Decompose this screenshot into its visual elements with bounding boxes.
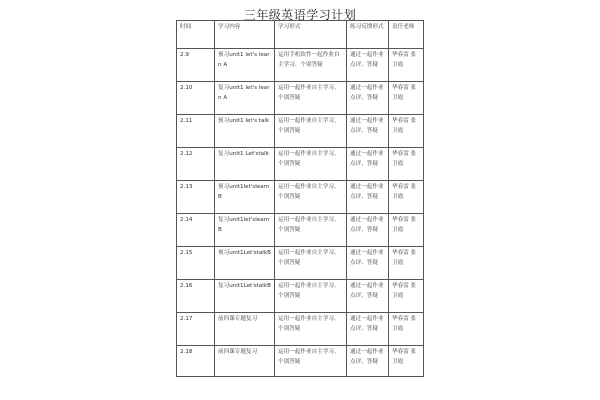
cell-form: 运用一起作业自主学习、个别答疑 [275,313,347,346]
cell-teacher: 华春雷 张卫霞 [389,49,424,82]
cell-form: 运用一起作业自主学习、个别答疑 [275,214,347,247]
cell-feedback: 通过一起作业点评、答疑 [347,115,389,148]
cell-form: 运用一起作业自主学习、个别答疑 [275,280,347,313]
cell-form: 运用一起作业自主学习、个别答疑 [275,82,347,115]
cell-form: 运用一起作业自主学习、个别答疑 [275,148,347,181]
header-feedback: 练习反馈形式 [347,21,389,49]
table-row [177,115,424,148]
table-row [177,280,424,313]
cell-teacher: 华春雷 张卫霞 [389,82,424,115]
table-row [177,313,424,346]
cell-teacher: 华春雷 张卫霞 [389,181,424,214]
cell-form: 运用一起作业自主学习、个别答疑 [275,247,347,280]
cell-content: 预习unit1let'slearn B [215,181,275,214]
cell-feedback: 通过一起作业点评、答疑 [347,313,389,346]
document-title: 三年级英语学习计划 [243,8,357,22]
cell-form: 运用一起作业自主学习、个别答疑 [275,115,347,148]
cell-feedback: 通过一起作业点评、答疑 [347,280,389,313]
cell-time: 2.13 [177,181,215,214]
cell-content: 预习unit1 let's learn A [215,49,275,82]
cell-teacher: 华春雷 张卫霞 [389,148,424,181]
cell-content: 复习unit1 Let'stalk [215,148,275,181]
cell-content: 前四课专题复习 [215,313,275,346]
cell-time: 2.18 [177,346,215,377]
cell-teacher: 华春雷 张卫霞 [389,313,424,346]
cell-time: 2.9 [177,49,215,82]
cell-content: 复习unit1 let's learn A [215,82,275,115]
cell-time: 2.15 [177,247,215,280]
table-row [177,49,424,82]
cell-time: 2.11 [177,115,215,148]
cell-time: 2.16 [177,280,215,313]
cell-feedback: 通过一起作业点评、答疑 [347,148,389,181]
cell-content: 复习unit1let'slearn B [215,214,275,247]
cell-form: 运用一起作业自主学习、个别答疑 [275,181,347,214]
cell-content: 前四课专题复习 [215,346,275,377]
cell-content: 预习unit1 let's talk [215,115,275,148]
cell-feedback: 通过一起作业点评、答疑 [347,49,389,82]
table-row [177,181,424,214]
header-teacher: 责任老师 [389,21,424,49]
study-plan-table [176,20,424,377]
cell-feedback: 通过一起作业点评、答疑 [347,214,389,247]
header-time: 时间 [177,21,215,49]
table-row [177,148,424,181]
cell-teacher: 华春雷 张卫霞 [389,115,424,148]
cell-time: 2.12 [177,148,215,181]
cell-time: 2.17 [177,313,215,346]
table-row [177,247,424,280]
table-header-row [177,21,424,49]
table-row [177,214,424,247]
table-row [177,82,424,115]
cell-form: 运用手机软件一起作业自主学习、个别答疑 [275,49,347,82]
cell-feedback: 通过一起作业点评、答疑 [347,82,389,115]
cell-content: 复习unit1Let'stalkB [215,280,275,313]
cell-feedback: 通过一起作业点评、答疑 [347,346,389,377]
cell-teacher: 华春雷 张卫霞 [389,247,424,280]
cell-content: 预习unit1Let'stalkB [215,247,275,280]
cell-time: 2.14 [177,214,215,247]
header-content: 学习内容 [215,21,275,49]
cell-teacher: 华春雷 张卫霞 [389,346,424,377]
cell-form: 运用一起作业自主学习、个别答疑 [275,346,347,377]
cell-teacher: 华春雷 张卫霞 [389,214,424,247]
cell-teacher: 华春雷 张卫霞 [389,280,424,313]
cell-time: 2.10 [177,82,215,115]
cell-feedback: 通过一起作业点评、答疑 [347,247,389,280]
cell-feedback: 通过一起作业点评、答疑 [347,181,389,214]
header-form: 学习形式 [275,21,347,49]
table-row [177,346,424,377]
